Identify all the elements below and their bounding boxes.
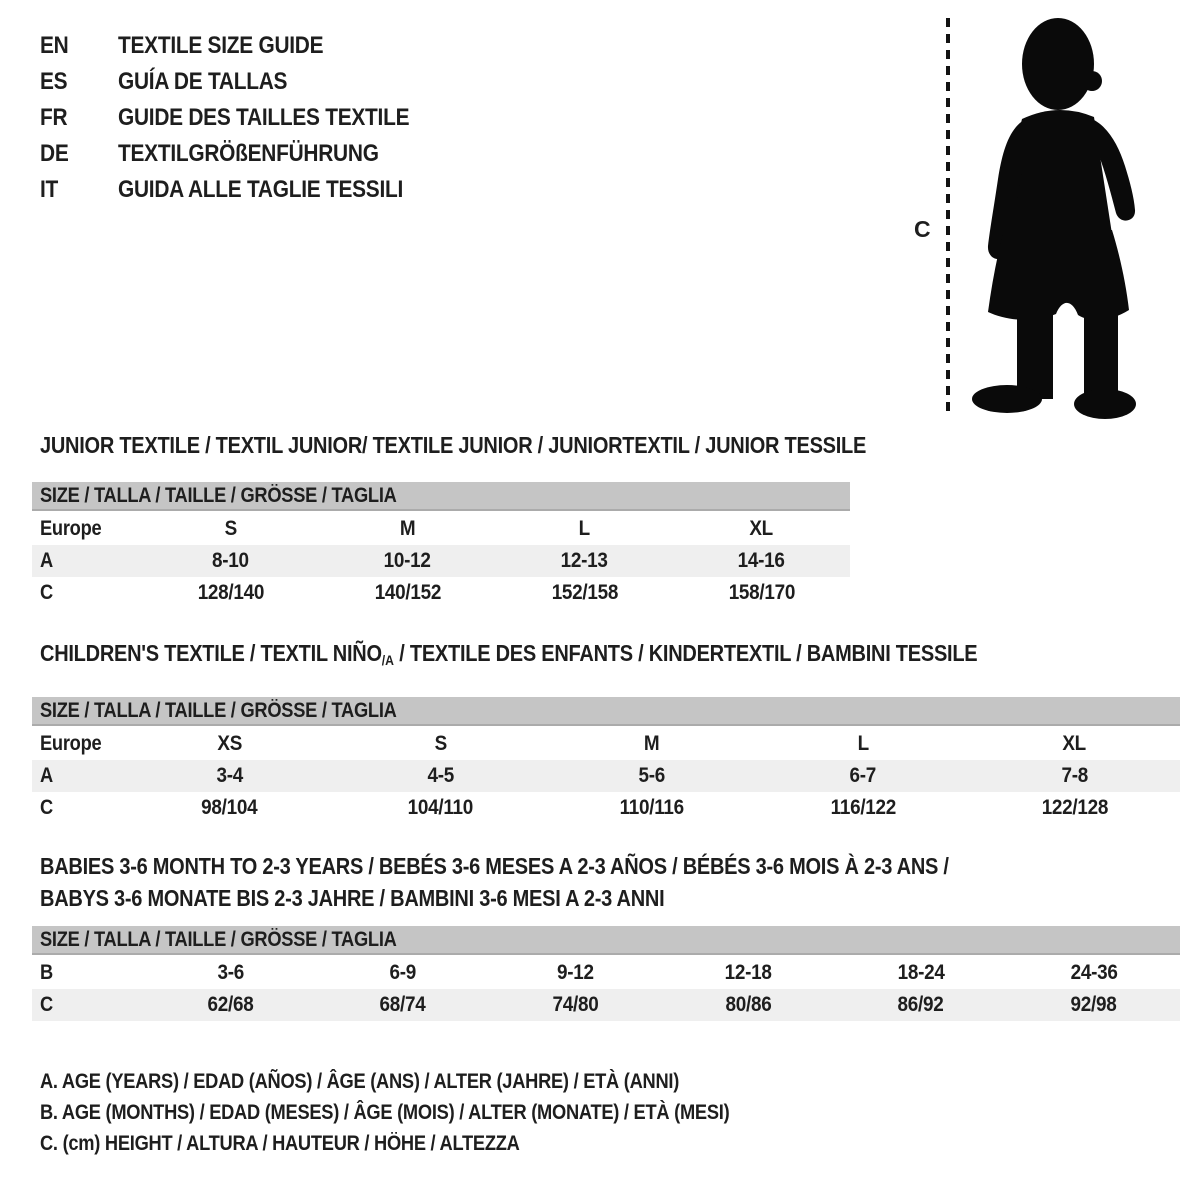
age-cell: 12-13: [561, 549, 608, 572]
row-label: A: [40, 764, 53, 787]
height-cell: 158/170: [728, 581, 795, 604]
language-row-it: [40, 172, 453, 208]
language-title: GUIDA ALLE TAGLIE TESSILI: [118, 176, 404, 203]
age-cell: 7-8: [1061, 764, 1088, 787]
height-measure-label: C: [914, 216, 931, 242]
section-title: JUNIOR TEXTILE / TEXTIL JUNIOR/ TEXTILE JUNIOR / JUNIORTEXTIL / JUNIOR TESSILE: [40, 432, 867, 458]
table-row-age: [32, 545, 850, 577]
height-cell: 74/80: [552, 993, 599, 1016]
age-cell: 12-18: [724, 961, 772, 984]
section-junior-textile: [32, 432, 867, 609]
height-measure-dashed-line: [946, 18, 950, 415]
age-cell: 3-6: [217, 961, 244, 984]
legend-line-c: C. (cm) HEIGHT / ALTURA / HAUTEUR / HÖHE / ALTEZZA: [40, 1131, 520, 1155]
ear: [1082, 71, 1102, 91]
age-cell: 24-36: [1070, 961, 1118, 984]
size-cell: XS: [217, 732, 242, 755]
language-row-fr: [40, 100, 453, 136]
language-code: DE: [40, 140, 69, 167]
row-label: C: [40, 993, 53, 1016]
size-header-bar: SIZE / TALLA / TAILLE / GRÖSSE / TAGLIA: [32, 482, 850, 511]
table-row-height: [32, 792, 1180, 824]
section-childrens-textile: [32, 642, 1180, 824]
legend: [40, 1066, 832, 1159]
age-cell: 14-16: [738, 549, 785, 572]
size-cell: L: [578, 517, 591, 540]
language-code: EN: [40, 32, 69, 59]
height-cell: 104/110: [408, 796, 474, 819]
row-label: Europe: [40, 517, 102, 540]
size-header-bar: SIZE / TALLA / TAILLE / GRÖSSE / TAGLIA: [32, 697, 1180, 726]
gender-suffix: /A: [381, 652, 394, 668]
size-cell: S: [434, 732, 447, 755]
height-cell: 140/152: [374, 581, 441, 604]
language-code: IT: [40, 176, 59, 203]
language-title: TEXTILGRÖßENFÜHRUNG: [118, 140, 379, 167]
height-cell: 116/122: [830, 796, 896, 819]
height-cell: 122/128: [1041, 796, 1108, 819]
age-cell: 6-9: [389, 961, 417, 984]
language-title: GUÍA DE TALLAS: [118, 68, 288, 95]
height-cell: 128/140: [197, 581, 264, 604]
table-row-height: [32, 577, 850, 609]
language-row-es: [40, 64, 453, 100]
height-cell: 86/92: [898, 993, 944, 1016]
table-row-europe: [32, 728, 1180, 760]
age-cell: 6-7: [849, 764, 877, 787]
language-row-de: [40, 136, 453, 172]
table-row-age: [32, 760, 1180, 792]
height-cell: 62/68: [207, 993, 254, 1016]
height-cell: 110/116: [619, 796, 685, 819]
language-title: GUIDE DES TAILLES TEXTILE: [118, 104, 410, 131]
toddler-silhouette: [962, 14, 1154, 420]
section-title: BABIES 3-6 MONTH TO 2-3 YEARS / BEBÉS 3-6 MESES A 2-3 AÑOS / BÉBÉS 3-6 MOIS À 2-3 ANS / BABYS 3-6 MONATE BIS 2-3 JAHRE / BAMBINI 3-6 MESI A 2-3 ANNI: [40, 853, 949, 911]
table-row-europe: [32, 513, 850, 545]
size-header-bar: SIZE / TALLA / TAILLE / GRÖSSE / TAGLIA: [32, 926, 1180, 955]
legend-line-a: A. AGE (YEARS) / EDAD (AÑOS) / ÂGE (ANS) / ALTER (JAHRE) / ETÀ (ANNI): [40, 1069, 680, 1093]
row-label: A: [40, 549, 53, 572]
size-cell: M: [644, 732, 660, 755]
height-cell: 68/74: [380, 993, 426, 1016]
age-cell: 10-12: [384, 549, 431, 572]
size-cell: XL: [1062, 732, 1087, 755]
age-cell: 5-6: [638, 764, 666, 787]
language-title: TEXTILE SIZE GUIDE: [118, 32, 324, 59]
row-label: C: [40, 796, 53, 819]
height-cell: 152/158: [551, 581, 618, 604]
age-cell: 18-24: [897, 961, 945, 984]
height-cell: 80/86: [725, 993, 772, 1016]
table-row-height: [32, 989, 1180, 1021]
section-babies-textile: [32, 850, 1180, 1021]
height-cell: 98/104: [201, 796, 258, 819]
section-title: CHILDREN'S TEXTILE / TEXTIL $NIÑO_{/A}$ / TEXTILE DES ENFANTS / KINDERTEXTIL / BAMBINI TESSILE: [40, 640, 978, 668]
language-list: [40, 28, 453, 208]
row-label: Europe: [40, 732, 102, 755]
table-row-age-months: [32, 957, 1180, 989]
legend-line-b: B. AGE (MONTHS) / EDAD (MESES) / ÂGE (MOIS) / ALTER (MONATE) / ETÀ (MESI): [40, 1100, 730, 1124]
size-cell: S: [224, 517, 237, 540]
age-cell: 3-4: [216, 764, 243, 787]
language-row-en: [40, 28, 453, 64]
height-cell: 92/98: [1070, 993, 1117, 1016]
size-cell: L: [857, 732, 869, 755]
age-cell: 9-12: [557, 961, 595, 984]
size-cell: M: [399, 517, 416, 540]
language-code: FR: [40, 104, 68, 131]
row-label: C: [40, 581, 53, 604]
age-cell: 4-5: [427, 764, 455, 787]
age-cell: 8-10: [212, 549, 249, 572]
row-label: B: [40, 961, 53, 984]
size-cell: XL: [749, 517, 774, 540]
language-code: ES: [40, 68, 68, 95]
